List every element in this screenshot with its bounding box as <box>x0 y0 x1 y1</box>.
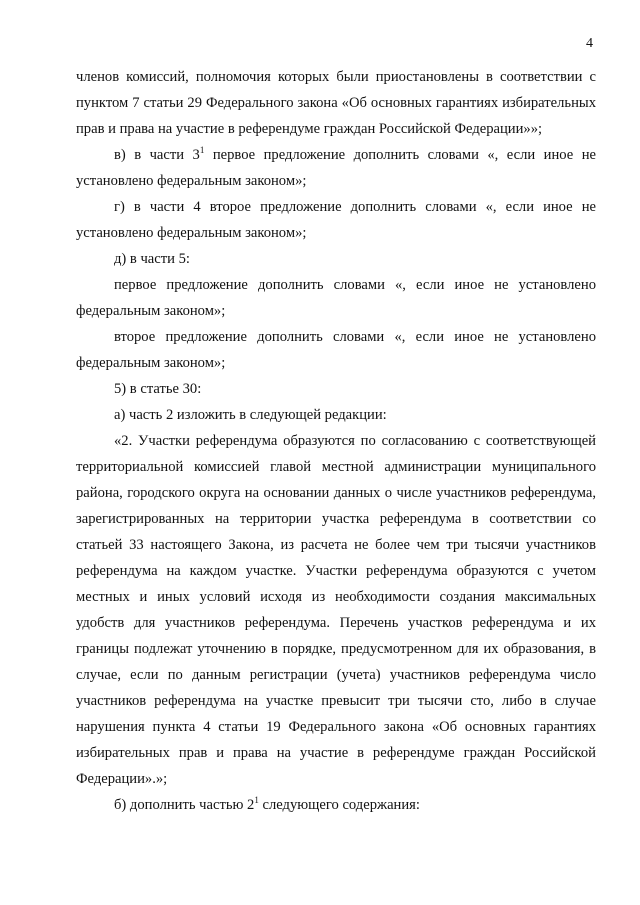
paragraph: а) часть 2 изложить в следующей редакции: <box>114 407 387 423</box>
paragraph: членов комиссий, полномочия которых были приостановлены в соответствии с пунктом 7 статьи 29 Федерального закона «Об основных гарантиях избирательных прав и права на участие в референдуме граждан Российской Федерации»»; <box>76 69 596 137</box>
paragraph-text: первое предложение дополнить словами «, если иное не установлено федеральным законом»; <box>76 147 596 189</box>
paragraph: 5) в статье 30: <box>114 381 202 397</box>
paragraph: «2. Участки референдума образуются по согласованию с соответствующей территориальной комиссией главой местной администрации муниципального района, городского округа на основании данных о числе участников референдума, зарегистрированных на территории участка референдума в соответствии со статьей 33 настоящего Закона, из расчета не более чем три тысячи участников референдума на каждом участке. Участки референдума образуются с учетом местных и иных условий исходя из необходимости создания максимальных удобств для участников референдума. Перечень участков референдума и их границы подлежат уточнению в порядке, предусмотренном для их образования, в случае, если по данным регистрации (учета) участников референдума число участников референдума на участке превысит три тысячи сто, либо в случае нарушения пункта 4 статьи 19 Федерального закона «Об основных гарантиях избирательных прав и права на участие в референдуме граждан Российской Федерации».»; <box>76 433 596 787</box>
paragraph: г) в части 4 второе предложение дополнить словами «, если иное не установлено федеральным законом»; <box>76 199 596 241</box>
document-body <box>76 64 596 818</box>
page-number: 4 <box>586 36 593 51</box>
superscript: 1 <box>254 795 259 805</box>
paragraph-text: следующего содержания: <box>258 797 420 813</box>
paragraph-text: в) в части 3 <box>114 147 200 163</box>
paragraph <box>76 142 596 194</box>
superscript: 1 <box>199 145 205 155</box>
paragraph: первое предложение дополнить словами «, если иное не установлено федеральным законом»; <box>76 277 596 319</box>
paragraph-text: б) дополнить частью 2 <box>114 797 255 813</box>
paragraph: д) в части 5: <box>114 251 190 267</box>
paragraph <box>76 792 596 818</box>
paragraph: второе предложение дополнить словами «, если иное не установлено федеральным законом»; <box>76 329 596 371</box>
